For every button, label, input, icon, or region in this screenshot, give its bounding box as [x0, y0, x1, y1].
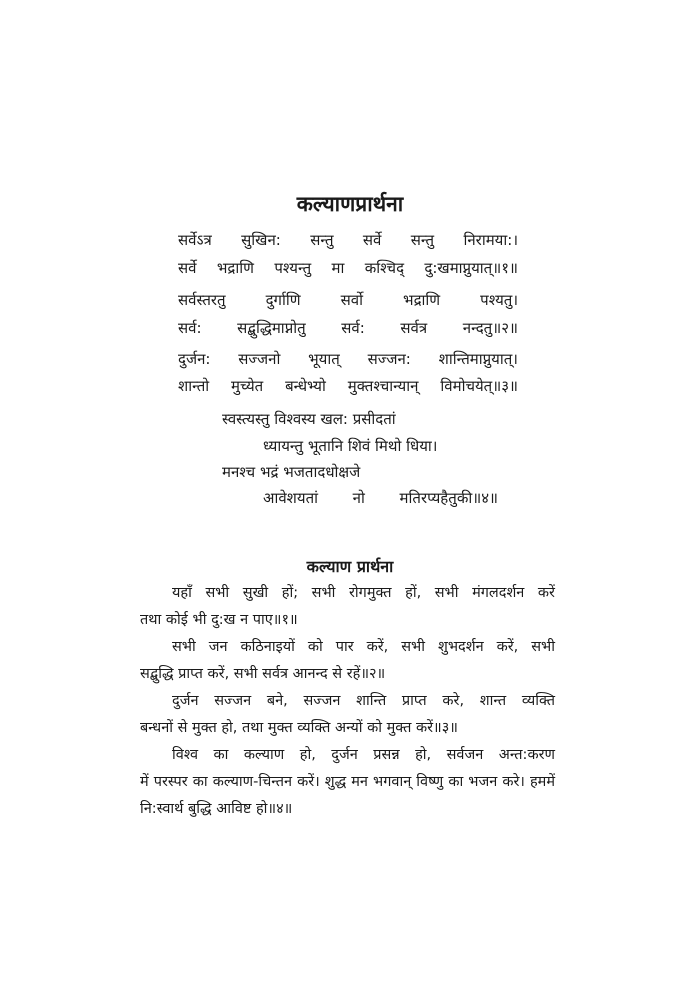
verse-line: सर्वेऽत्र सुखिन: सन्तु सर्वे सन्तु निरामया:। — [178, 231, 518, 249]
section-title: कल्याण प्रार्थना — [306, 557, 394, 576]
verse-line: शान्तो मुच्येत बन्धेभ्यो मुक्तश्चान्यान् विमोचयेत्॥३॥ — [178, 377, 518, 395]
page-title: कल्याणप्रार्थना — [296, 192, 404, 216]
verse-line: ध्यायन्तु भूतानि शिवं मिथो धिया। — [263, 437, 438, 455]
paragraph-line: सभी जन कठिनाइयों को पार करें, सभी शुभदर्शन करें, सभी — [172, 639, 555, 655]
verse-line: मनश्च भद्रं भजतादधोक्षजे — [222, 463, 361, 481]
verse-line: स्वस्त्यस्तु विश्वस्य खल: प्रसीदतां — [222, 410, 396, 428]
paragraph-line: दुर्जन सज्जन बने, सज्जन शान्ति प्राप्त करे, शान्त व्यक्ति — [172, 693, 555, 709]
paragraph-line: में परस्पर का कल्याण-चिन्तन करें। शुद्ध मन भगवान् विष्णु का भजन करे। हममें नि:स्वार्थ बुद्धि आविष्ट हो॥४॥ — [140, 774, 555, 817]
paragraph-line: बन्धनों से मुक्त हो, तथा मुक्त व्यक्ति अन्यों को मुक्त करें॥३॥ — [140, 720, 458, 736]
paragraph-line: यहाँ सभी सुखी हों; सभी रोगमुक्त हों, सभी मंगलदर्शन करें — [172, 585, 555, 601]
translation-paragraph — [140, 688, 555, 742]
translation-paragraph — [140, 742, 555, 823]
paragraph-line: विश्व का कल्याण हो, दुर्जन प्रसन्न हो, सर्वजन अन्त:करण — [172, 747, 555, 763]
verse-line: सर्व: सद्बुद्धिमाप्नोतु सर्व: सर्वत्र नन्दतु॥२॥ — [178, 319, 518, 337]
paragraph-line: सद्बुद्धि प्राप्त करें, सभी सर्वत्र आनन्द से रहें॥२॥ — [140, 666, 386, 682]
verse-line: दुर्जन: सज्जनो भूयात् सज्जन: शान्तिमाप्नुयात्। — [178, 350, 518, 368]
verse-line: सर्वस्तरतु दुर्गाणि सर्वो भद्राणि पश्यतु। — [178, 291, 518, 309]
translation-paragraph — [140, 580, 555, 634]
verse-line: सर्वे भद्राणि पश्यन्तु मा कश्चिद् दु:खमाप्नुयात्॥१॥ — [178, 259, 518, 277]
translation-paragraph — [140, 634, 555, 688]
verse-line: आवेशयतां नो मतिरप्यहैतुकी॥४॥ — [263, 489, 498, 507]
paragraph-line: तथा कोई भी दु:ख न पाए॥१॥ — [140, 612, 298, 628]
